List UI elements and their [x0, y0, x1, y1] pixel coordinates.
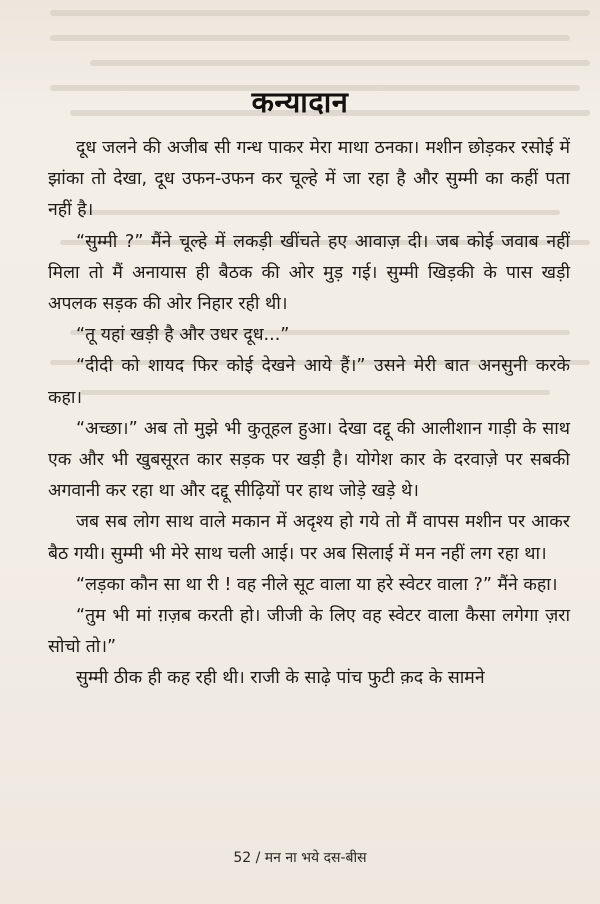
page-footer: 52 / मन ना भये दस-बीस	[233, 850, 367, 866]
paragraph: “तू यहां खड़ी है और उधर दूध...”	[76, 325, 290, 346]
paragraph: “अच्छा।” अब तो मुझे भी कुतूहल हुआ। देखा दद्दू की आलीशान गाड़ी के साथ एक और भी खुबसूरत कार सड़क पर खड़ी है। योगेश कार के दरवाज़े पर सबकी अगवानी कर रहा था और दद्दू सीढ़ियों पर हाथ जोड़े खड़े थे।	[48, 418, 570, 502]
paragraph: “सुम्मी ?” मैंने चूल्हे में लकड़ी खींचते हए आवाज़ दी। जब कोई जवाब नहीं मिला तो मैं अनायास ही बैठक की ओर मुड़ गई। सुम्मी खिड़की के पास खड़ी अपलक सड़क की ओर निहार रही थी।	[48, 231, 570, 315]
chapter-title: कन्यादान	[251, 85, 349, 119]
paragraph: सुम्मी ठीक ही कह रही थी। राजी के साढ़े पांच फुटी क़द के सामने	[76, 668, 485, 689]
paragraph: जब सब लोग साथ वाले मकान में अदृश्य हो गये तो मैं वापस मशीन पर आकर बैठ गयी। सुम्मी भी मेरे साथ चली आई। पर अब सिलाई में मन नहीं लग रहा था।	[48, 512, 570, 564]
paragraph: दूध जलने की अजीब सी गन्ध पाकर मेरा माथा ठनका। मशीन छोड़कर रसोई में झांका तो देखा, दूध उफन-उफन कर चूल्हे में जा रहा है और सुम्मी का कहीं पता नहीं है।	[48, 138, 570, 221]
paragraph: “तुम भी मां ग़ज़ब करती हो। जीजी के लिए वह स्वेटर वाला कैसा लगेगा ज़रा सोचो तो।”	[48, 606, 570, 658]
paragraph: “दीदी को शायद फिर कोई देखने आये हैं।” उसने मेरी बात अनसुनी करके कहा।	[48, 356, 570, 408]
chapter-body	[48, 133, 570, 695]
paragraph: “लड़का कौन सा था री ! वह नीले सूट वाला या हरे स्वेटर वाला ?” मैंने कहा।	[76, 574, 558, 595]
